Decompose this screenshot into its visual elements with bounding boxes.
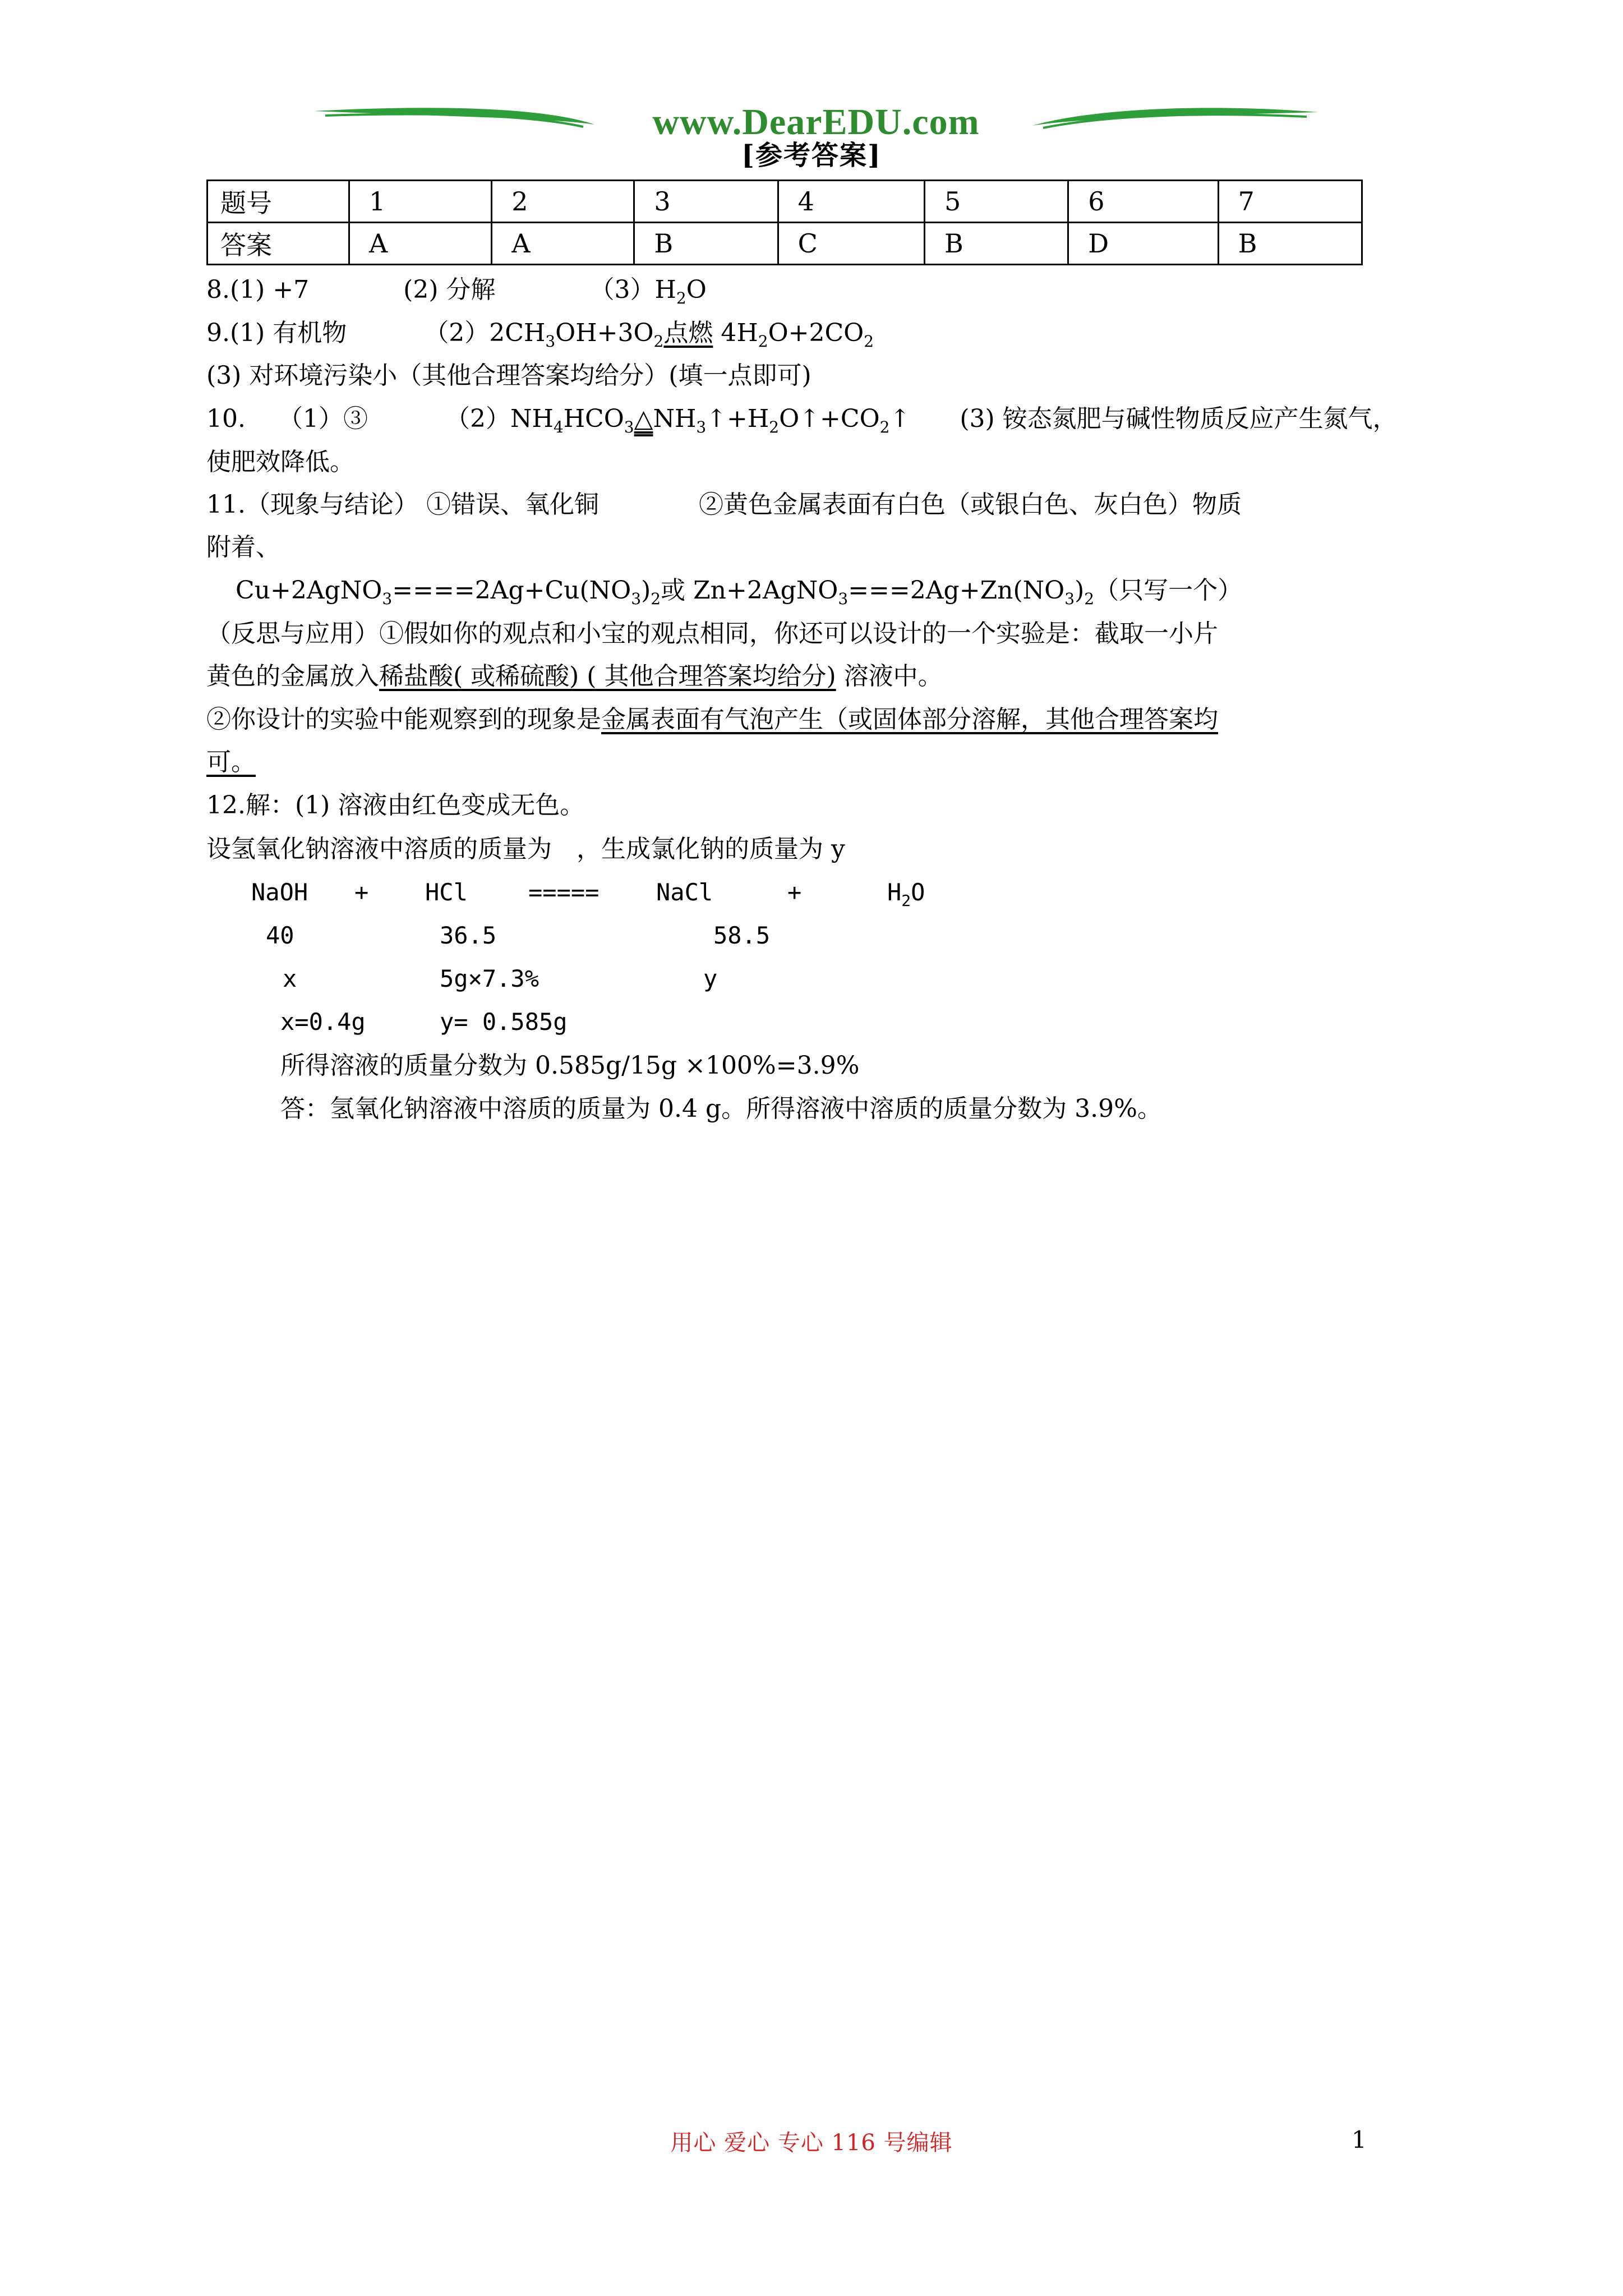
q8-line (206, 275, 707, 307)
reaction-condition: 点燃 (663, 319, 713, 347)
table-cell: 1 (349, 181, 492, 223)
eq-term: $H_2O$ (887, 878, 925, 910)
underlined-answer: 稀盐酸( 或稀硫酸) ( 其他合理答案均给分) (379, 662, 836, 691)
answer-table (206, 180, 1363, 265)
q11-line7 (206, 750, 256, 775)
q10-line2: 使肥效降低。 (206, 448, 354, 476)
q12-line2: 设氢氧化钠溶液中溶质的质量为 ，生成氯化钠的质量为 y (206, 835, 845, 863)
q10-number: 10. (206, 404, 246, 433)
table-cell: 6 (1068, 181, 1218, 223)
q10-line (206, 404, 1398, 436)
q11-line2: 附着、 (206, 533, 280, 562)
table-cell: 5 (924, 181, 1068, 223)
q11-equation: $Cu+2AgNO_3====2Ag+Cu(NO_3)_2$或 $Zn+2AgNO_3===2Ag+Zn(NO_3)_2$（只写一个） (236, 576, 1243, 608)
site-logo-text: www.DearEDU.com (652, 102, 980, 142)
table-cell: A (492, 223, 634, 265)
q9-equation: $(2)2CH_3OH+3O_2$点燃 $4H_2O+2CO_2$ (424, 319, 874, 351)
q9-part1: (1) 有机物 (229, 319, 347, 347)
table-cell: 2 (492, 181, 634, 223)
table-cell: 7 (1218, 181, 1362, 223)
table-cell: C (778, 223, 924, 265)
q8-number: 8. (206, 275, 230, 304)
table-row (208, 223, 1362, 265)
eq-term: + (787, 878, 802, 906)
table-header-cell: 题号 (208, 181, 349, 223)
table-header-cell: 答案 (208, 223, 349, 265)
table-cell: A (349, 223, 492, 265)
q10-part3: (3) 铵态氮肥与碱性物质反应产生氮气， (960, 404, 1398, 433)
eq-term: ===== (528, 878, 600, 906)
q9-number: 9. (206, 319, 230, 347)
q11-line6: ②你设计的实验中能观察到的现象是金属表面有气泡产生（或固体部分溶解，其他合理答案均 (206, 705, 1218, 734)
table-cell: B (634, 223, 778, 265)
reaction-condition: △ (634, 404, 653, 433)
eq-term: NaOH (251, 878, 308, 906)
page-number: 1 (1352, 2126, 1367, 2154)
table-cell: 3 (634, 181, 778, 223)
q12-fraction: 所得溶液的质量分数为 0.585g/15g ×100%=3.9% (280, 1051, 860, 1080)
table-cell: B (1218, 223, 1362, 265)
q9-line2: (3) 对环境污染小（其他合理答案均给分）(填一点即可) (206, 361, 811, 390)
table-cell: D (1068, 223, 1218, 265)
eq-term: HCl (425, 878, 468, 906)
table-cell: B (924, 223, 1068, 265)
table-row (208, 181, 1362, 223)
q8-part2: (2) 分解 (403, 275, 496, 304)
footer-text: 用心 爱心 专心 116 号编辑 (670, 2130, 953, 2156)
q8-part3: $(3)H_2O$ (589, 275, 707, 307)
q9-line (206, 319, 874, 351)
eq-term: + (354, 878, 369, 906)
q11-line5: 黄色的金属放入稀盐酸( 或稀硫酸) ( 其他合理答案均给分) 溶液中。 (206, 662, 943, 691)
underlined-answer: 可。 (206, 748, 256, 776)
table-cell: 4 (778, 181, 924, 223)
q11-line1: 11.（现象与结论） ①错误、氧化铜 ②黄色金属表面有白色（或银白色、灰白色）物质 (206, 490, 1242, 519)
document-page: www.DearEDU.com [参考答案] 题号 1 2 3 4 5 6 7 答案 A A B C B D B 8.(1) +7 (2) 分解 $(3)H_2O$ 9.(1) 有机物 $(2)2CH_3OH+3O_2$点燃 $4H_2O+2CO_2$ (3) 对环境污染小（其他合理答案均给分）(填一点即可) 10. （1）③ $(2)NH_4HCO_3\triangle NH_3↑+H_2O↑+CO_2↑$ (3) 铵态氮肥与碱性物质反应产生氮气， 使肥效降低。 11.（现象与结论） ①错误、氧化铜 ②黄色金属表面有白色（或银白色、灰白色）物质 附着、 $Cu+2AgNO_3====2Ag+Cu(NO_3)_2$或 $Zn+2AgNO_3===2Ag+Zn(NO_3)_2$（只写一个） （反思与应用）①假如你的观点和小宝的观点相同，你还可以设计的一个实验是：截取一小片 黄色的金属放入稀盐酸( 或稀硫酸) ( 其他合理答案均给分) 溶液中。 ②你设计的实验中能观察到的现象是金属表面有气泡产生（或固体部分溶解，其他合理答案均 可。 12.解：(1) 溶液由红色变成无色。 设氢氧化钠溶液中溶质的质量为 ，生成氯化钠的质量为 y NaOH + HCl ===== NaCl + $H_2O$ 40 36.5 58.5 x 5g×7.3% y x=0.4g y= 0.585g 所得溶液的质量分数为 0.585g/15g ×100%=3.9% 答：氢氧化钠溶液中溶质的质量为 0.4 g。所得溶液中溶质的质量分数为 3.9%。 用心 爱心 专心 116 号编辑 1 (0, 0, 1623, 2296)
q12-line1: 12.解：(1) 溶液由红色变成无色。 (206, 791, 585, 820)
q12-answer: 答：氢氧化钠溶液中溶质的质量为 0.4 g。所得溶液中溶质的质量分数为 3.9%。 (280, 1094, 1162, 1123)
q8-part1: (1) +7 (229, 275, 310, 304)
section-title: [参考答案] (741, 140, 882, 171)
q11-line4: （反思与应用）①假如你的观点和小宝的观点相同，你还可以设计的一个实验是：截取一小片 (206, 619, 1218, 648)
q10-equation: $(2)NH_4HCO_3\triangle NH_3↑+H_2O↑+CO_2↑$ (445, 404, 911, 436)
eq-term: NaCl (656, 878, 713, 906)
q10-part1: （1）③ (278, 404, 368, 433)
underlined-answer: 金属表面有气泡产生（或固体部分溶解，其他合理答案均 (601, 705, 1218, 734)
